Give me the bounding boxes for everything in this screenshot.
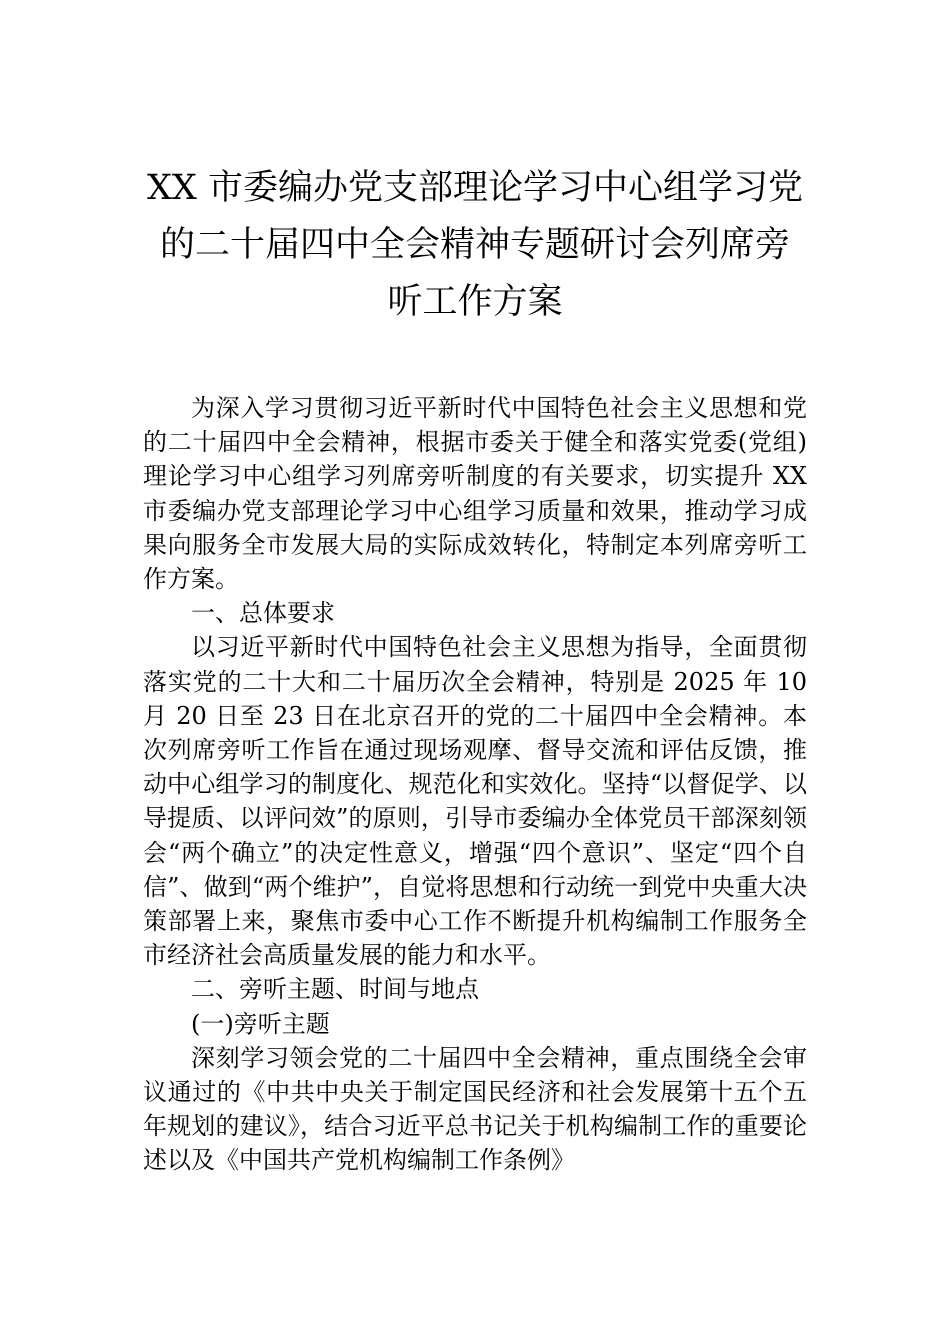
section-2-heading: 二、旁听主题、时间与地点 [191, 975, 479, 1004]
title-line-3: 听工作方案 [387, 282, 563, 322]
intro-paragraph: 为深入学习贯彻习近平新时代中国特色社会主义思想和党的二十届四中全会精神，根据市委关于健全和落实党委(党组)理论学习中心组学习列席旁听制度的有关要求，切实提升 XX 市委编办党支部理论学习中心组学习质量和效果，推动学习成果向服务全市发展大局的实际成效转化，特制定本列席旁听工作方案。 [143, 394, 807, 594]
section-1-paragraph: 以习近平新时代中国特色社会主义思想为指导，全面贯彻落实党的二十大和二十届历次全会精神，特别是 2025 年 10 月 20 日至 23 日在北京召开的党的二十届四中全会精神。本次列席旁听工作旨在通过现场观摩、督导交流和评估反馈，推动中心组学习的制度化、规范化和实效化。坚持“以督促学、以导提质、以评问效”的原则，引导市委编办全体党员干部深刻领会“两个确立”的决定性意义，增强“四个意识”、坚定“四个自信”、做到“两个维护”，自觉将思想和行动统一到党中央重大决策部署上来，聚焦市委中心工作不断提升机构编制工作服务全市经济社会高质量发展的能力和水平。 [143, 633, 807, 970]
subsection-2-1-heading: (一)旁听主题 [191, 1009, 330, 1038]
document-body [143, 391, 807, 1178]
subsection-2-1-paragraph: 深刻学习领会党的二十届四中全会精神，重点围绕全会审议通过的《中共中央关于制定国民经济和社会发展第十五个五年规划的建议》，结合习近平总书记关于机构编制工作的重要论述以及《中国共产党机构编制工作条例》 [143, 1043, 807, 1175]
title-line-1: XX 市委编办党支部理论学习中心组学习党 [147, 168, 803, 208]
title-line-2: 的二十届四中全会精神专题研讨会列席旁 [159, 225, 790, 265]
document-title [120, 160, 830, 331]
section-1-heading: 一、总体要求 [191, 599, 335, 628]
